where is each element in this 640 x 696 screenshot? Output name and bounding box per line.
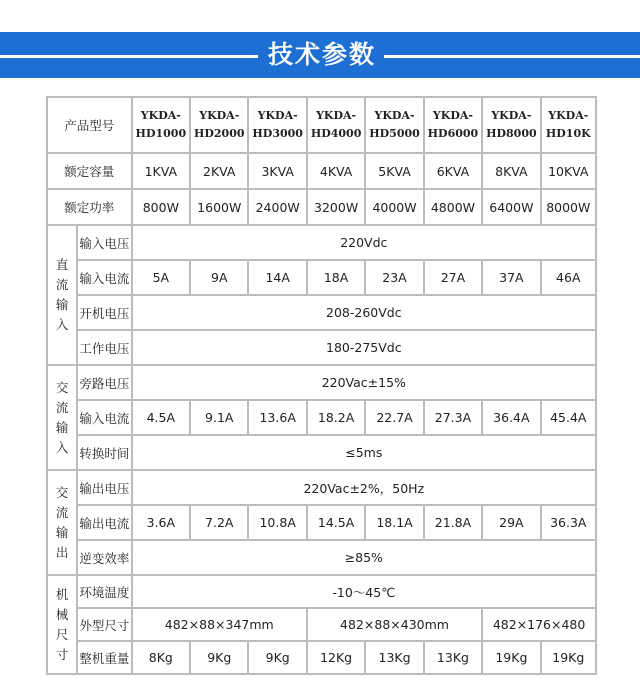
table-cell: 482×88×347mm: [132, 608, 307, 641]
table-cell: 37A: [482, 260, 540, 295]
table-row: [47, 435, 596, 470]
table-cell: 9.1A: [190, 400, 248, 435]
table-cell: 800W: [132, 189, 190, 225]
table-row: [47, 470, 596, 505]
table-cell: 5KVA: [365, 153, 423, 189]
row-label: 转换时间: [77, 435, 131, 470]
table-cell: 27.3A: [424, 400, 482, 435]
model-cell: YKDA- HD4000: [307, 97, 365, 153]
table-row: [47, 330, 596, 365]
table-cell: 482×176×480: [482, 608, 596, 641]
table-cell: 27A: [424, 260, 482, 295]
model-cell: YKDA- HD1000: [132, 97, 190, 153]
table-row: [47, 608, 596, 641]
table-cell: 220Vdc: [132, 225, 596, 260]
table-row: [47, 295, 596, 330]
group-ac-output: 交 流 输 出: [47, 470, 77, 575]
table-cell: 46A: [541, 260, 596, 295]
table-row: [47, 540, 596, 575]
table-cell: 7.2A: [190, 505, 248, 540]
group-dc-input: 直 流 输 入: [47, 225, 77, 365]
row-label: 外型尺寸: [77, 608, 131, 641]
table-cell: 14A: [248, 260, 306, 295]
table-cell: 14.5A: [307, 505, 365, 540]
model-cell: YKDA- HD10K: [541, 97, 596, 153]
spec-table: [46, 96, 597, 675]
table-cell: 3200W: [307, 189, 365, 225]
row-label: 输出电压: [77, 470, 131, 505]
table-cell: 21.8A: [424, 505, 482, 540]
table-cell: 8Kg: [132, 641, 190, 674]
table-row: [47, 225, 596, 260]
table-cell: 10KVA: [541, 153, 596, 189]
table-cell: 4800W: [424, 189, 482, 225]
row-label: 额定功率: [47, 189, 132, 225]
table-cell: 6KVA: [424, 153, 482, 189]
table-cell: 482×88×430mm: [307, 608, 482, 641]
table-row: [47, 365, 596, 400]
table-cell: 13Kg: [365, 641, 423, 674]
table-cell: 2400W: [248, 189, 306, 225]
row-label: 输入电压: [77, 225, 131, 260]
row-label: 额定容量: [47, 153, 132, 189]
table-cell: 5A: [132, 260, 190, 295]
row-label: 输入电流: [77, 400, 131, 435]
table-cell: 22.7A: [365, 400, 423, 435]
table-cell: 13Kg: [424, 641, 482, 674]
row-label: 输入电流: [77, 260, 131, 295]
model-label: 产品型号: [47, 97, 132, 153]
table-row: [47, 505, 596, 540]
table-row: [47, 260, 596, 295]
model-cell: YKDA- HD2000: [190, 97, 248, 153]
banner-divider-right: [384, 55, 640, 58]
row-label: 开机电压: [77, 295, 131, 330]
table-cell: 3KVA: [248, 153, 306, 189]
table-cell: 1KVA: [132, 153, 190, 189]
table-cell: 9A: [190, 260, 248, 295]
table-cell: 18.1A: [365, 505, 423, 540]
table-cell: 4KVA: [307, 153, 365, 189]
table-cell: 18.2A: [307, 400, 365, 435]
table-cell: 4.5A: [132, 400, 190, 435]
table-row: [47, 97, 596, 153]
table-cell: 19Kg: [541, 641, 596, 674]
table-cell: 1600W: [190, 189, 248, 225]
table-row: [47, 641, 596, 674]
table-cell: 13.6A: [248, 400, 306, 435]
table-cell: 18A: [307, 260, 365, 295]
table-cell: 8KVA: [482, 153, 540, 189]
group-mechanical: 机 械 尺 寸: [47, 575, 77, 674]
table-cell: 10.8A: [248, 505, 306, 540]
table-row: [47, 575, 596, 608]
table-row: [47, 189, 596, 225]
table-cell: 220Vac±15%: [132, 365, 596, 400]
table-cell: 9Kg: [248, 641, 306, 674]
table-cell: 8000W: [541, 189, 596, 225]
row-label: 旁路电压: [77, 365, 131, 400]
model-cell: YKDA- HD6000: [424, 97, 482, 153]
table-cell: 12Kg: [307, 641, 365, 674]
table-cell: 220Vac±2%，50Hz: [132, 470, 596, 505]
table-cell: ≥85%: [132, 540, 596, 575]
group-ac-input: 交 流 输 入: [47, 365, 77, 470]
table-row: [47, 153, 596, 189]
row-label: 输出电流: [77, 505, 131, 540]
row-label: 逆变效率: [77, 540, 131, 575]
table-cell: 3.6A: [132, 505, 190, 540]
table-cell: 2KVA: [190, 153, 248, 189]
table-cell: 36.3A: [541, 505, 596, 540]
table-cell: 6400W: [482, 189, 540, 225]
page-title: 技术参数: [267, 40, 376, 69]
table-cell: 4000W: [365, 189, 423, 225]
row-label: 环境温度: [77, 575, 131, 608]
model-cell: YKDA- HD5000: [365, 97, 423, 153]
table-cell: 29A: [482, 505, 540, 540]
table-cell: 23A: [365, 260, 423, 295]
table-cell: 36.4A: [482, 400, 540, 435]
table-cell: ≤5ms: [132, 435, 596, 470]
table-row: [47, 400, 596, 435]
banner-divider-left: [0, 55, 258, 58]
table-cell: -10～45℃: [132, 575, 596, 608]
model-cell: YKDA- HD3000: [248, 97, 306, 153]
table-cell: 208-260Vdc: [132, 295, 596, 330]
table-cell: 180-275Vdc: [132, 330, 596, 365]
model-cell: YKDA- HD8000: [482, 97, 540, 153]
table-cell: 45.4A: [541, 400, 596, 435]
row-label: 工作电压: [77, 330, 131, 365]
row-label: 整机重量: [77, 641, 131, 674]
table-cell: 19Kg: [482, 641, 540, 674]
table-cell: 9Kg: [190, 641, 248, 674]
